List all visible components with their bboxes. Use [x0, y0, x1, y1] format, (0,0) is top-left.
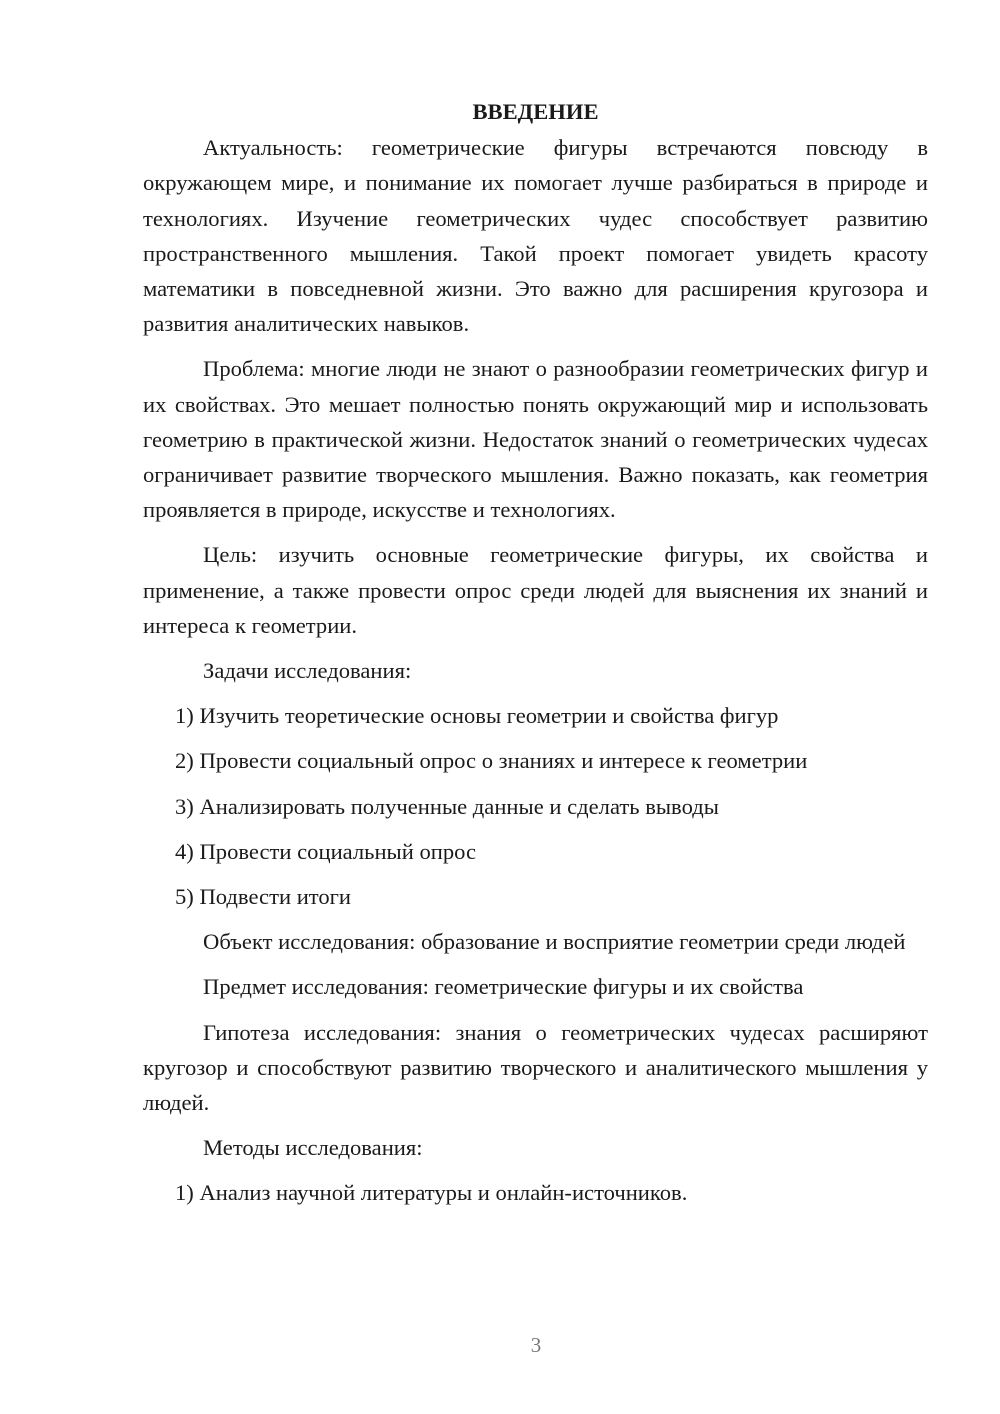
- page-number: 3: [530, 1333, 542, 1357]
- page-heading: ВВЕДЕНИЕ: [472, 99, 599, 124]
- object-paragraph: Объект исследования: образование и восприятие геометрии среди людей: [203, 929, 906, 955]
- subject-paragraph: Предмет исследования: геометрические фигуры и их свойства: [203, 974, 804, 1000]
- methods-list: [143, 1175, 928, 1210]
- task-item: 2) Провести социальный опрос о знаниях и интересе к геометрии: [175, 748, 808, 774]
- problem-paragraph: Проблема: многие люди не знают о разнообразии геометрических фигур и их свойствах. Это мешает полностью понять окружающий мир и использовать геометрию в практической жизни. Недостаток знаний о геометрических чудесах ограничивает развитие творческого мышления. Важно показать, как геометрия проявляется в природе, искусстве и технологиях.: [143, 356, 928, 523]
- tasks-title: Задачи исследования:: [203, 658, 412, 684]
- relevance-paragraph: Актуальность: геометрические фигуры встречаются повсюду в окружающем мире, и понимание их помогает лучше разбираться в природе и технологиях. Изучение геометрических чудес способствует развитию пространственного мышления. Такой проект помогает увидеть красоту математики в повседневной жизни. Это важно для расширения кругозора и развития аналитических навыков.: [143, 135, 928, 337]
- page-content: [143, 94, 928, 1211]
- goal-paragraph: Цель: изучить основные геометрические фигуры, их свойства и применение, а также провести опрос среди людей для выяснения их знаний и интереса к геометрии.: [143, 542, 928, 638]
- task-item: 4) Провести социальный опрос: [175, 838, 477, 864]
- methods-title: Методы исследования:: [203, 1135, 423, 1161]
- task-item: 1) Изучить теоретические основы геометрии и свойства фигур: [175, 703, 779, 729]
- task-item: 5) Подвести итоги: [175, 884, 352, 910]
- task-item: 3) Анализировать полученные данные и сделать выводы: [175, 793, 719, 819]
- tasks-list: [143, 698, 928, 914]
- method-item: 1) Анализ научной литературы и онлайн-источников.: [175, 1180, 688, 1206]
- hypothesis-paragraph: Гипотеза исследования: знания о геометрических чудесах расширяют кругозор и способствуют развитию творческого и аналитического мышления у людей.: [143, 1019, 928, 1116]
